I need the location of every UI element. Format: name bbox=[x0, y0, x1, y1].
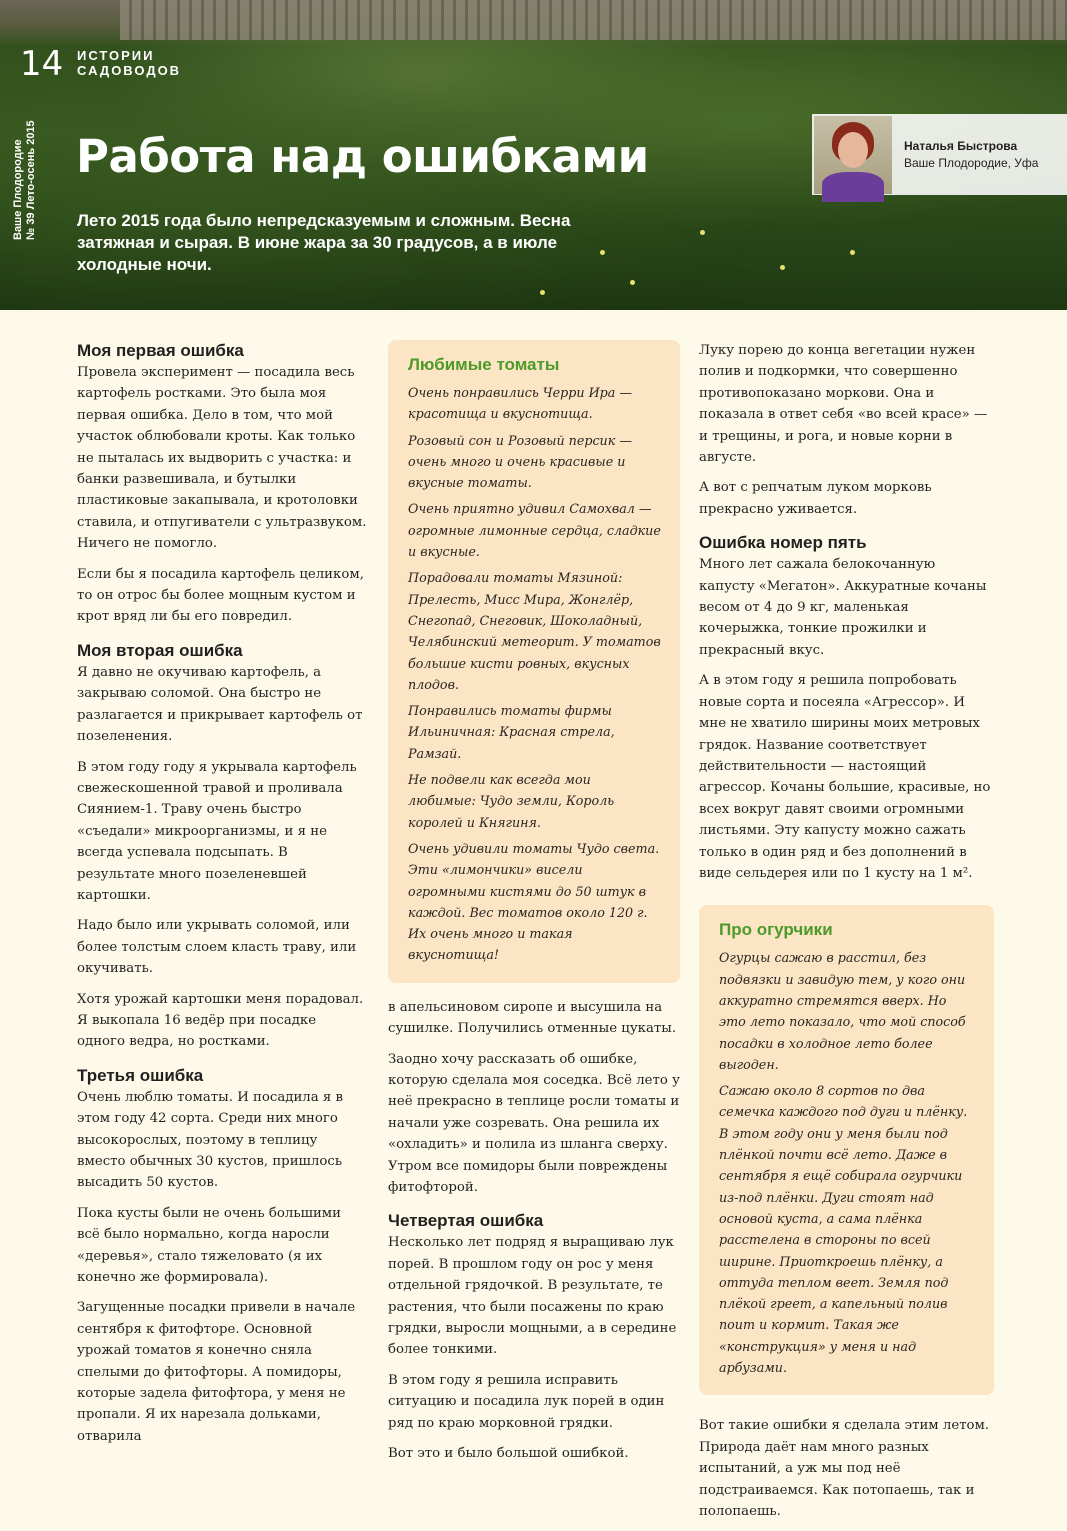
paragraph: Загущенные посадки привели в начале сентября к фитофторе. Основной урожай томатов я конечно сняла спелыми до фитофторы. А помидоры, которые задела фитофтора, у меня не пропали. Я их нарезала дольками, отварила bbox=[77, 1300, 356, 1444]
box-paragraph: Не подвели как всегда мои любимые: Чудо земли, Король королей и Княгиня. bbox=[408, 772, 615, 830]
author-name: Наталья Быстрова bbox=[904, 138, 1018, 153]
box-title: Любимые томаты bbox=[408, 355, 560, 374]
paragraph: в апельсиновом сиропе и высушила на сушилке. Получились отменные цукаты. bbox=[388, 999, 677, 1037]
box-paragraph: Очень удивили томаты Чудо света. Эти «лимончики» висели огромными кистями до 50 штук в каждой. Вес томатов около 120 г. Их очень много и такая вкуснотища! bbox=[408, 840, 660, 963]
box-paragraph: Очень понравились Черри Ира — красотища и вкуснотища. bbox=[408, 385, 633, 422]
article-lead: Лето 2015 года было непредсказуемым и сложным. Весна затяжная и сырая. В июне жара за 30 градусов, а в июле холодные ночи. bbox=[77, 211, 571, 274]
column-3 bbox=[699, 340, 994, 1531]
box-paragraph: Огурцы сажаю в расстил, без подвязки и завидую тем, у кого они аккуратно стремятся вверх. Но это лето показало, что мой способ посадки в холодное лето более выгоден. bbox=[719, 950, 966, 1072]
magazine-name: Ваше Плодородие bbox=[12, 139, 24, 240]
paragraph: Хотя урожай картошки меня порадовал. Я выкопала 16 ведёр при посадке одного ведра, но ростками. bbox=[77, 991, 364, 1050]
box-paragraph: Очень приятно удивил Самохвал — огромные лимонные сердца, сладкие и вкусные. bbox=[408, 501, 661, 560]
paragraph: Очень люблю томаты. И посадила я в этом году 42 сорта. Среди них много высокорослых, поэтому в теплицу вместо обычных 30 кустов, пришлось высадить 50 кустов. bbox=[77, 1089, 344, 1191]
paragraph: Луку порею до конца вегетации нужен полив и подкормки, что совершенно противопоказано моркови. Она и показала в ответ себя «во всей красе» — и трещины, и рога, и новые корни в августе. bbox=[699, 343, 988, 466]
box-paragraph: Розовый сон и Розовый персик — очень много и очень красивые и вкусные томаты. bbox=[408, 432, 633, 491]
paragraph: Провела эксперимент — посадила весь картофель ростками. Это была моя первая ошибка. Дело в том, что мой участок облюбовали кроты. Как только не пыталась их выдворить с участка: и банки развешивала, и бутылки пластиковые закапывала, и кротоловки ставила, и отпугиватели с ультразвуком. Ничего не помогло. bbox=[77, 365, 367, 552]
column-1 bbox=[77, 340, 367, 1456]
sidebar-box-cucumbers bbox=[699, 905, 994, 1395]
section-label-line: САДОВОДОВ bbox=[77, 63, 182, 78]
hero-photo bbox=[0, 0, 1067, 310]
page-number: 14 bbox=[20, 44, 64, 84]
paragraph: В этом году году я укрывала картофель свежескошенной травой и проливала Сиянием-1. Траву очень быстро «съедали» микроорганизмы, и я не всегда успевала подсыпать. В результате много позеленевшей картошки. bbox=[77, 759, 357, 903]
issue-meta bbox=[12, 120, 38, 240]
paragraph: Несколько лет подряд я выращиваю лук порей. В прошлом году он рос у меня отдельной грядочкой. В результате, те растения, что были посажены по краю грядки, выросли мощными, а в середине более тонкими. bbox=[388, 1235, 677, 1358]
paragraph: Я давно не окучиваю картофель, а закрываю соломой. Она быстро не разлагается и прикрывает картофель от позеленения. bbox=[77, 664, 363, 745]
paragraph: В этом году я решила исправить ситуацию и посадила лук порей в один ряд по краю морковной грядки. bbox=[388, 1372, 665, 1431]
author-card bbox=[812, 114, 1067, 195]
paragraph: Вот это и было большой ошибкой. bbox=[388, 1446, 629, 1462]
section-heading: Третья ошибка bbox=[77, 1065, 204, 1085]
box-title: Про огурчики bbox=[719, 920, 833, 940]
paragraph: А в этом году я решила попробовать новые сорта и посеяла «Агрессор». И мне не хватило ширины моих метровых грядок. Название соответствует действительности — настоящий агрессор. Кочаны большие, красивые, но всех вокруг давят своими огромными листьями. Эту капусту можно сажать только в один ряд и без дополнений в виде сельдерея или по 1 кусту на 1 м². bbox=[699, 673, 991, 881]
paragraph: Пока кусты были не очень большими всё было нормально, когда наросли «деревья», стало тяжеловато (я их конечно же формировала). bbox=[77, 1205, 342, 1286]
section-heading: Четвертая ошибка bbox=[388, 1211, 544, 1231]
section-heading: Моя вторая ошибка bbox=[77, 640, 243, 660]
box-paragraph: Сажаю около 8 сортов по два семечка каждого под дуги и плёнку. В этом году они у меня были под плёнкой почти всё лето. Даже в сентября я ещё собирала огурчики из-под плёнки. Дуги стоят над основой куста, а сама плёнка расстелена в стороны по всей ширине. Приоткроешь плёнку, а оттуда теплом веет. Земля под плёкой греет, а капельный полив поит и кормит. Такая же «конструкция» у меня и над арбузами. bbox=[719, 1083, 968, 1375]
author-avatar bbox=[814, 116, 892, 194]
section-label-line: ИСТОРИИ bbox=[77, 48, 155, 63]
box-paragraph: Понравились томаты фирмы Ильиничная: Красная стрела, Рамзай. bbox=[408, 703, 615, 761]
flower-dot bbox=[850, 250, 855, 255]
paragraph: Вот такие ошибки я сделала этим летом. Природа даёт нам много разных испытаний, а уж мы под неё подстраиваемся. Как потопаешь, так и полопаешь. bbox=[699, 1418, 990, 1519]
flower-dot bbox=[630, 280, 635, 285]
flower-dot bbox=[540, 290, 545, 295]
column-2 bbox=[388, 340, 680, 1473]
flower-dot bbox=[780, 265, 785, 270]
section-label bbox=[77, 48, 181, 78]
author-affiliation: Ваше Плодородие, Уфа bbox=[904, 155, 1039, 170]
paragraph: Заодно хочу рассказать об ошибке, которую сделала моя соседка. Всё лето у неё прекрасно в теплице росли томаты и начали уже созревать. Она решила их «охладить» и полила из шланга сверху. Утром все помидоры были повреждены фитофторой. bbox=[388, 1051, 680, 1195]
flower-dot bbox=[700, 230, 705, 235]
sidebar-box-tomatoes bbox=[388, 340, 680, 983]
box-paragraph: Порадовали томаты Мязиной: Прелесть, Мисс Мира, Жонглёр, Снегопад, Снеговик, Шоколадный, Челябинский метеорит. У томатов большие кисти ровных, вкусных плодов. bbox=[408, 570, 661, 692]
paragraph: Если бы я посадила картофель целиком, то он отрос бы более мощным кустом и крот вряд ли бы его повредил. bbox=[77, 566, 364, 625]
paragraph: Много лет сажала белокочанную капусту «Мегатон». Аккуратные кочаны весом от 4 до 9 кг, маленькая кочерыжка, тонкие прожилки и прекрасный вкус. bbox=[699, 557, 987, 658]
issue-number: № 39 Лето-осень 2015 bbox=[25, 120, 37, 240]
author-info bbox=[904, 138, 1038, 172]
paragraph: Надо было или укрывать соломой, или более толстым слоем класть траву, или окучивать. bbox=[77, 918, 357, 977]
article-title: Работа над ошибками bbox=[76, 130, 649, 183]
paragraph: А вот с репчатым луком морковь прекрасно уживается. bbox=[699, 480, 932, 517]
section-heading: Ошибка номер пять bbox=[699, 533, 867, 553]
section-heading: Моя первая ошибка bbox=[77, 341, 244, 360]
fence-background bbox=[120, 0, 1067, 40]
